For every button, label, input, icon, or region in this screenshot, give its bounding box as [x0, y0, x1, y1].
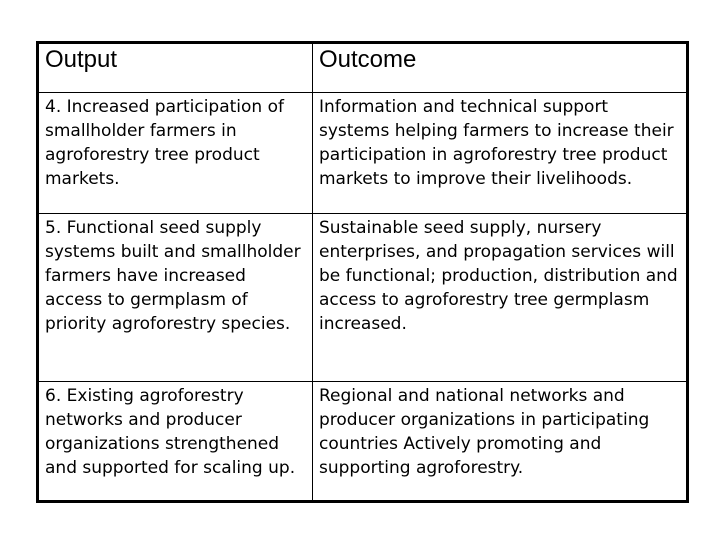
output-cell [38, 382, 313, 502]
row-number: 4. [45, 97, 62, 117]
table-row [38, 93, 688, 214]
row-number: 6. [45, 386, 62, 406]
output-column-header: Output [38, 43, 313, 93]
output-cell [38, 214, 313, 382]
outputs-outcomes-table [36, 41, 689, 503]
output-cell [38, 93, 313, 214]
output-text: Existing agroforestry networks and producer organizations strengthened and supported for scaling up. [45, 386, 296, 478]
table-row [38, 382, 688, 502]
outcome-cell: Regional and national networks and producer organizations in participating countries Actively promoting and supporting agroforestry. [313, 382, 688, 502]
table-row [38, 214, 688, 382]
outcome-cell: Sustainable seed supply, nursery enterprises, and propagation services will be functional; production, distribution and access to agroforestry tree germplasm increased. [313, 214, 688, 382]
header-row [38, 43, 688, 93]
outcome-cell: Information and technical support systems helping farmers to increase their participation in agroforestry tree product markets to improve their livelihoods. [313, 93, 688, 214]
row-number: 5. [45, 218, 62, 238]
output-text: Functional seed supply systems built and smallholder farmers have increased access to germplasm of priority agroforestry species. [45, 218, 301, 334]
output-text: Increased participation of smallholder farmers in agroforestry tree product markets. [45, 97, 284, 189]
outcome-column-header: Outcome [313, 43, 688, 93]
